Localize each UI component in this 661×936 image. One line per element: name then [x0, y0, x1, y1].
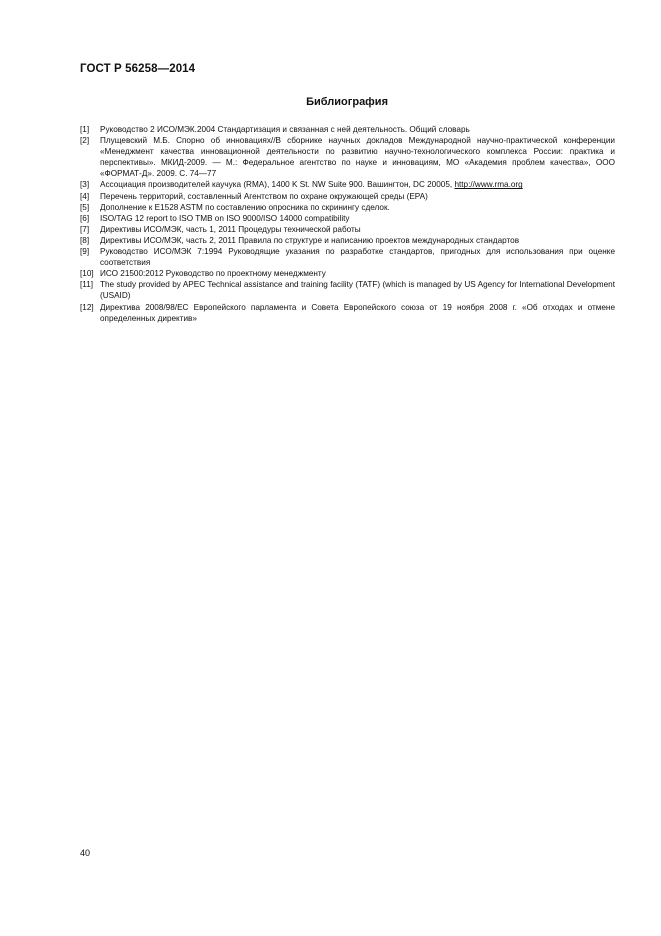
document-header: ГОСТ Р 56258—2014 — [80, 63, 196, 75]
entry-number: [8] — [80, 235, 90, 245]
entry-number: [2] — [80, 136, 90, 146]
bibliography-entry — [80, 124, 615, 135]
entry-number: [9] — [80, 247, 90, 257]
entry-text: Директива 2008/98/ЕС Европейского парламента и Совета Европейского союза от 19 ноября 2008 г. «Об отходах и отмене определенных директив» — [100, 302, 615, 323]
entry-number: [5] — [80, 202, 90, 212]
bibliography-entry — [80, 235, 615, 246]
entry-number: [6] — [80, 213, 90, 223]
entry-number: [4] — [80, 191, 90, 201]
entry-text-with-link — [100, 179, 615, 190]
entry-text: Руководство ИСО/МЭК 7:1994 Руководящие указания по разработке стандартов, пригодных для использования при оценке соответствия — [100, 247, 615, 268]
rma-link[interactable]: http://www.rma.org — [454, 180, 523, 190]
entry-number: [10] — [80, 269, 94, 279]
entry-number: [11] — [80, 280, 94, 290]
bibliography-entry — [80, 202, 615, 213]
bibliography-entry — [80, 246, 615, 268]
bibliography-entry — [80, 302, 615, 324]
entry-text: Плущевский М.Б. Спорно об инновациях//В сборнике научных докладов Международной научно-практической конференции «Менеджмент качества инновационной деятельности по развитию научно-технологического комплекса России: практика и перспективы». МКИД-2009. — М.: Федеральное агентство по науке и инновациям, МО «Академия проблем качества», ООО «ФОРМАТ-Д». 2009. С. 74—77 — [100, 136, 615, 179]
entry-text: ISO/TAG 12 report to ISO TMB on ISO 9000/ISO 14000 compatibility — [100, 213, 350, 223]
entry-number: [12] — [80, 302, 94, 312]
entry-text: Ассоциация производителей каучука (RMA), 1400 K St. NW Suite 900. Вашингтон, DC 20005, — [100, 180, 455, 190]
bibliography-entry — [80, 135, 615, 179]
entry-text: ИСО 21500:2012 Руководство по проектному менеджменту — [100, 269, 326, 279]
page-number: 40 — [80, 848, 91, 858]
bibliography-list — [80, 124, 615, 324]
entry-text: Дополнение к E1528 ASTM по составлению опросника по скринингу сделок. — [100, 202, 390, 212]
bibliography-entry — [80, 191, 615, 202]
bibliography-entry — [80, 224, 615, 235]
entry-text: Руководство 2 ИСО/МЭК.2004 Стандартизация и связанная с ней деятельность. Общий словарь — [100, 125, 470, 134]
entry-text: Директивы ИСО/МЭК, часть 2, 2011 Правила по структуре и написанию проектов международных стандартов — [100, 235, 520, 245]
entry-number: [7] — [80, 224, 90, 234]
bibliography-heading: Библиография — [306, 96, 388, 108]
bibliography-entry — [80, 213, 615, 224]
bibliography-entry — [80, 179, 615, 190]
bibliography-entry — [80, 279, 615, 301]
bibliography-entry — [80, 268, 615, 279]
entry-text: The study provided by APEC Technical assistance and training facility (TATF) (which is managed by US Agency for International Development (USAID) — [100, 280, 615, 301]
section-title — [80, 96, 615, 108]
entry-number: [3] — [80, 180, 90, 190]
entry-text: Директивы ИСО/МЭК, часть 1, 2011 Процедуры технической работы — [100, 224, 361, 234]
entry-number: [1] — [80, 125, 90, 134]
entry-text: Перечень территорий, составленный Агентством по охране окружающей среды (EPA) — [100, 191, 428, 201]
